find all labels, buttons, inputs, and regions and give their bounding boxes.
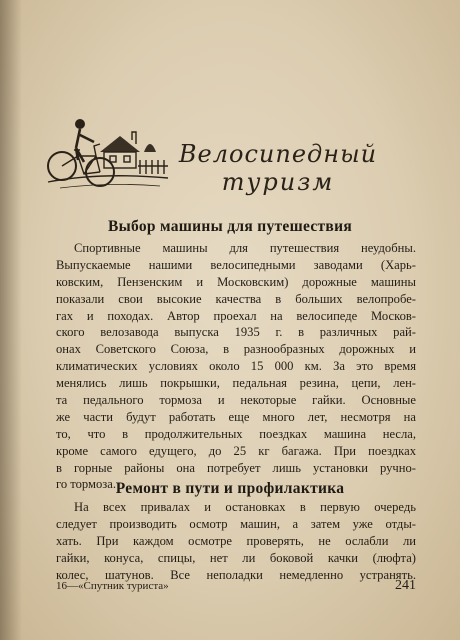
text-line: гайки, конуса, спицы, нет ли боковой качки (люфта)	[56, 550, 416, 565]
chapter-title-line-1: Велосипедный	[178, 140, 378, 168]
section-body-repair	[56, 499, 416, 583]
page-gutter-shadow	[0, 0, 22, 640]
text-line: показали свои высокие качества в больших велопробе-	[56, 291, 416, 306]
cyclist-illustration	[40, 112, 170, 194]
text-line: Выпускаемые нашими велосипедными заводами (Харь-	[56, 257, 416, 272]
printer-signature: 16—«Спутник туриста»	[56, 580, 169, 592]
section-heading-bike-choice: Выбор машины для путешествия	[107, 218, 353, 235]
text-line: кроме самого едущего, до 25 кг багажа. При поездках	[56, 443, 416, 458]
page-number: 241	[395, 578, 416, 593]
text-line: та педального тормоза и некоторые гайки. Основные	[56, 393, 416, 408]
text-line: то, что в продолжительных поездках машина несла,	[56, 426, 416, 441]
text-line: колес, шатунов. Все неполадки немедленно устранять.	[56, 567, 416, 582]
text-line: онах Советского Союза, в разнообразных дорожных и	[56, 342, 416, 357]
text-line: гах и походах. Автор проехал на велосипеде Москов-	[56, 308, 416, 323]
text-line: ковским, Пензенским и Московским) дорожные машины	[56, 274, 416, 289]
section-body-bike-choice	[56, 240, 416, 493]
chapter-title	[178, 140, 378, 196]
text-line: ского велозавода выпуска 1935 г. в различных рай-	[56, 325, 416, 340]
chapter-title-line-2: туризм	[221, 168, 335, 196]
section-heading-repair: Ремонт в пути и профилактика	[115, 480, 345, 497]
page-footer	[56, 578, 416, 596]
text-line: же части будут работать еще много лет, несмотря на	[56, 409, 416, 424]
text-line: менялись лишь покрышки, педальная резина, цепи, лен-	[56, 376, 416, 391]
text-line: На всех привалах и остановках в первую очередь	[74, 500, 416, 514]
text-line: хать. При каждом осмотре проверять, не ослабли ли	[56, 533, 416, 548]
text-line: го тормоза.	[56, 477, 117, 492]
text-line: Спортивные машины для путешествия неудобны.	[74, 241, 416, 255]
text-line: в горные районы она потребует лишь установки ручно-	[56, 460, 416, 475]
text-line: следует производить осмотр машин, а затем уже отды-	[56, 516, 416, 531]
text-line: климатических условиях около 15 000 км. За это время	[56, 359, 416, 374]
